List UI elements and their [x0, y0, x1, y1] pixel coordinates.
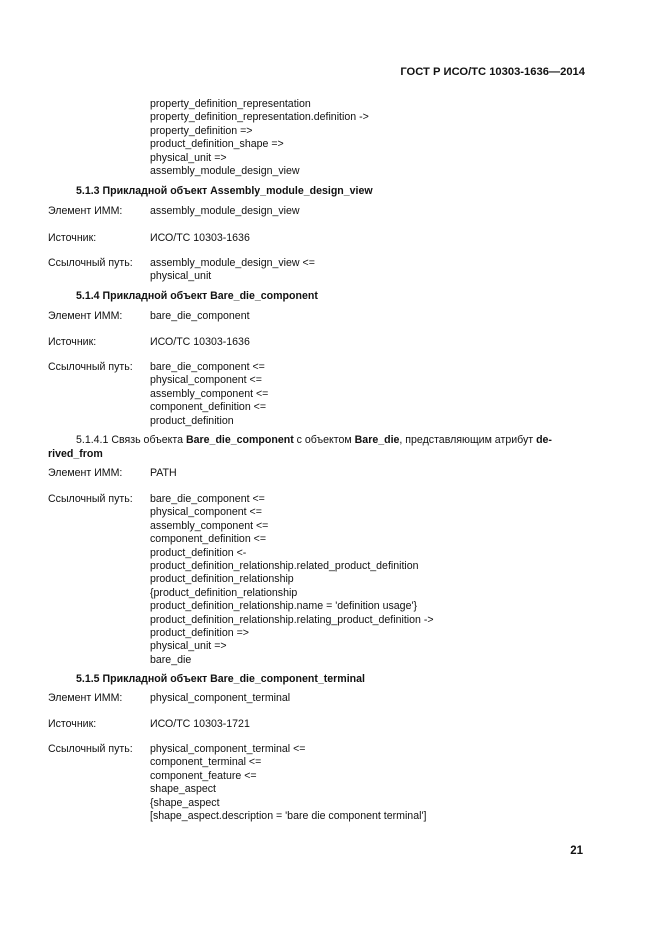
ref-line: property_definition => — [150, 124, 253, 137]
para-text: с объектом — [293, 434, 355, 446]
ref-line: product_definition_relationship.name = 'definition usage'} — [150, 600, 418, 613]
ref-path — [150, 257, 315, 284]
ref-line: physical_unit => — [150, 151, 227, 164]
ref-line: product_definition_shape => — [150, 138, 284, 151]
ref-line: bare_die — [150, 653, 192, 666]
ref-line: product_definition_relationship.related_product_definition — [150, 559, 419, 572]
ref-line: property_definition_representation.definition -> — [150, 111, 369, 124]
ref-line: property_definition_representation — [150, 98, 311, 110]
para-entity: Bare_die — [354, 434, 400, 446]
element-label: Элемент ИММ: — [48, 205, 123, 217]
ref-line: product_definition_relationship — [150, 573, 294, 586]
source-value: ИСО/ТС 10303-1636 — [150, 232, 250, 244]
ref-line: product_definition — [150, 414, 234, 427]
ref-line: physical_component <= — [150, 506, 262, 519]
association-paragraph-line2: rived_from — [48, 448, 103, 460]
source-label: Источник: — [48, 718, 97, 730]
intro-ref-path — [150, 98, 369, 178]
ref-line: component_terminal <= — [150, 756, 262, 769]
ref-line: component_definition <= — [150, 533, 267, 546]
ref-path — [150, 743, 426, 823]
ref-path-label: Ссылочный путь: — [48, 493, 133, 505]
ref-line: bare_die_component <= — [150, 493, 265, 505]
para-attribute: de- — [536, 434, 552, 446]
ref-line: {shape_aspect — [150, 796, 220, 809]
section-heading: 5.1.4 Прикладной объект Bare_die_component — [76, 290, 318, 302]
ref-line: product_definition_relationship.relating_product_definition -> — [150, 613, 434, 626]
ref-path — [150, 361, 268, 428]
source-value: ИСО/ТС 10303-1721 — [150, 718, 250, 730]
element-label: Элемент ИММ: — [48, 310, 123, 322]
ref-path-label: Ссылочный путь: — [48, 361, 133, 373]
para-text: , представляющим атрибут — [399, 434, 537, 446]
ref-line: {product_definition_relationship — [150, 586, 298, 599]
ref-line: shape_aspect — [150, 783, 216, 796]
ref-path-label: Ссылочный путь: — [48, 743, 133, 755]
ref-line: assembly_module_design_view — [150, 164, 300, 177]
ref-path-label: Ссылочный путь: — [48, 257, 133, 269]
ref-path — [150, 493, 434, 667]
element-value: PATH — [150, 467, 177, 479]
ref-line: product_definition => — [150, 626, 249, 639]
element-value: assembly_module_design_view — [150, 205, 300, 217]
ref-line: component_definition <= — [150, 401, 267, 414]
ref-line: physical_component_terminal <= — [150, 743, 306, 755]
ref-line: physical_unit => — [150, 640, 227, 653]
document-header: ГОСТ Р ИСО/ТС 10303-1636—2014 — [400, 66, 585, 78]
ref-line: assembly_component <= — [150, 387, 269, 400]
page-number: 21 — [570, 845, 583, 857]
ref-line: product_definition <- — [150, 546, 247, 559]
ref-line: physical_component <= — [150, 374, 262, 387]
ref-line: bare_die_component <= — [150, 361, 265, 373]
ref-line: physical_unit — [150, 270, 212, 283]
source-value: ИСО/ТС 10303-1636 — [150, 336, 250, 348]
para-text: 5.1.4.1 Связь объекта — [76, 434, 186, 446]
ref-line: [shape_aspect.description = 'bare die component terminal'] — [150, 809, 427, 822]
element-label: Элемент ИММ: — [48, 692, 123, 704]
element-label: Элемент ИММ: — [48, 467, 123, 479]
source-label: Источник: — [48, 232, 97, 244]
para-entity: Bare_die_component — [186, 434, 294, 446]
association-paragraph-line1 — [76, 434, 552, 447]
ref-line: assembly_component <= — [150, 519, 269, 532]
section-heading: 5.1.5 Прикладной объект Bare_die_component_terminal — [76, 673, 365, 685]
ref-line: component_feature <= — [150, 769, 257, 782]
source-label: Источник: — [48, 336, 97, 348]
element-value: physical_component_terminal — [150, 692, 291, 704]
ref-line: assembly_module_design_view <= — [150, 257, 315, 269]
element-value: bare_die_component — [150, 310, 250, 322]
section-heading: 5.1.3 Прикладной объект Assembly_module_design_view — [76, 185, 373, 197]
